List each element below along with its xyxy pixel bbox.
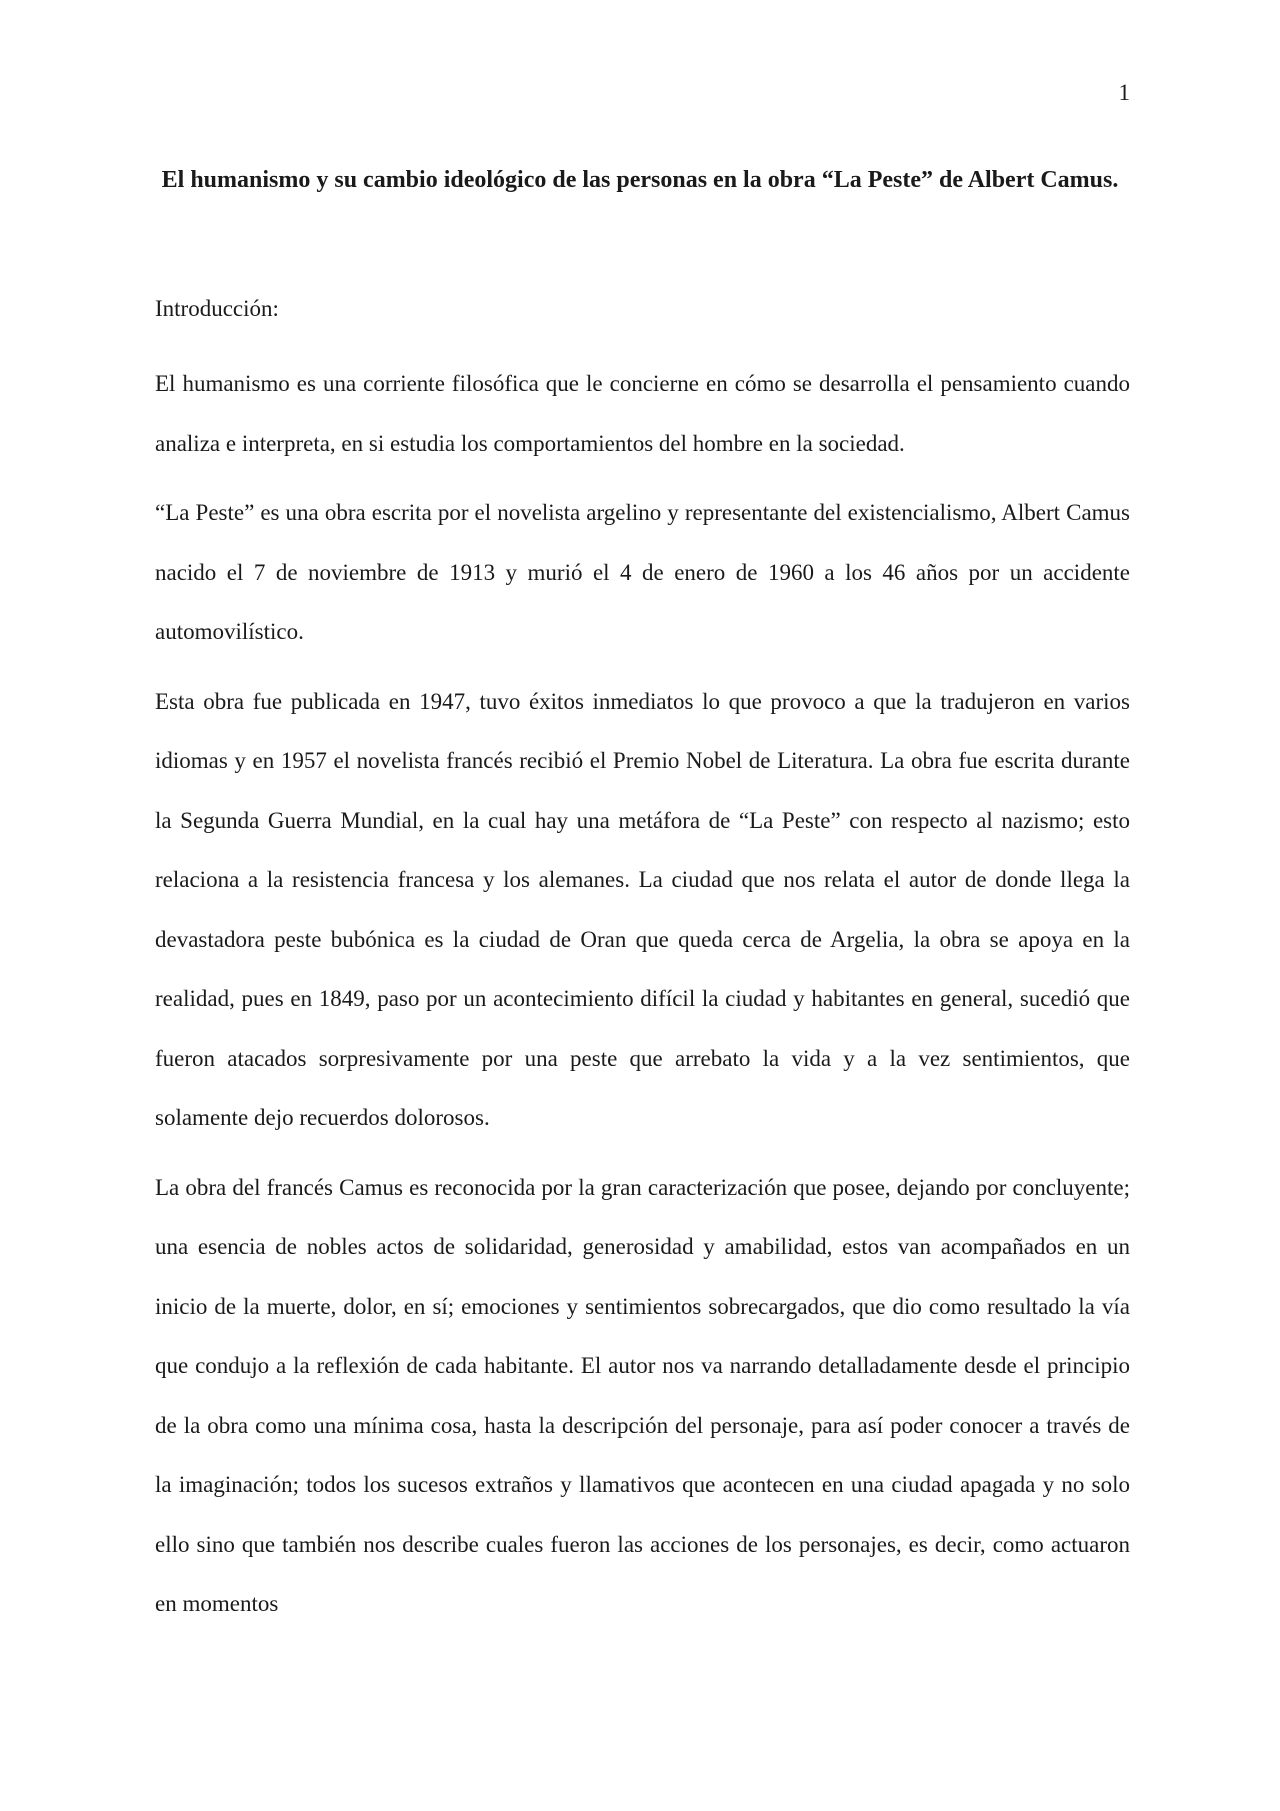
paragraph-3: Esta obra fue publicada en 1947, tuvo éxitos inmediatos lo que provoco a que la tradujeron en varios idiomas y en 1957 el novelista francés recibió el Premio Nobel de Literatura. La obra fue escrita durante la Segunda Guerra Mundial, en la cual hay una metáfora de “La Peste” con respecto al nazismo; esto relaciona a la resistencia francesa y los alemanes. La ciudad que nos relata el autor de donde llega la devastadora peste bubónica es la ciudad de Oran que queda cerca de Argelia, la obra se apoya en la realidad, pues en 1849, paso por un acontecimiento difícil la ciudad y habitantes en general, sucedió que fueron atacados sorpresivamente por una peste que arrebato la vida y a la vez sentimientos, que solamente dejo recuerdos dolorosos.: [155, 688, 1130, 1130]
paragraph-4: La obra del francés Camus es reconocida por la gran caracterización que posee, dejando por concluyente; una esencia de nobles actos de solidaridad, generosidad y amabilidad, estos van acompañados en un inicio de la muerte, dolor, en sí; emociones y sentimientos sobrecargados, que dio como resultado la vía que condujo a la reflexión de cada habitante. El autor nos va narrando detalladamente desde el principio de la obra como una mínima cosa, hasta la descripción del personaje, para así poder conocer a través de la imaginación; todos los sucesos extraños y llamativos que acontecen en una ciudad apagada y no solo ello sino que también nos describe cuales fueron las acciones de los personajes, es decir, como actuaron en momentos: [155, 1174, 1130, 1616]
paragraph-1: El humanismo es una corriente filosófica que le concierne en cómo se desarrolla el pensamiento cuando analiza e interpreta, en si estudia los comportamientos del hombre en la sociedad.: [155, 371, 1130, 456]
paragraph-2: “La Peste” es una obra escrita por el novelista argelino y representante del existencialismo, Albert Camus nacido el 7 de noviembre de 1913 y murió el 4 de enero de 1960 a los 46 años por un accidente automovilístico.: [155, 500, 1130, 644]
body-text: [155, 354, 1130, 1644]
section-heading: Introducción:: [155, 296, 279, 321]
page-number: 1: [1118, 80, 1130, 105]
document-title: El humanismo y su cambio ideológico de las personas en la obra “La Peste” de Albert Camus.: [161, 167, 1119, 193]
